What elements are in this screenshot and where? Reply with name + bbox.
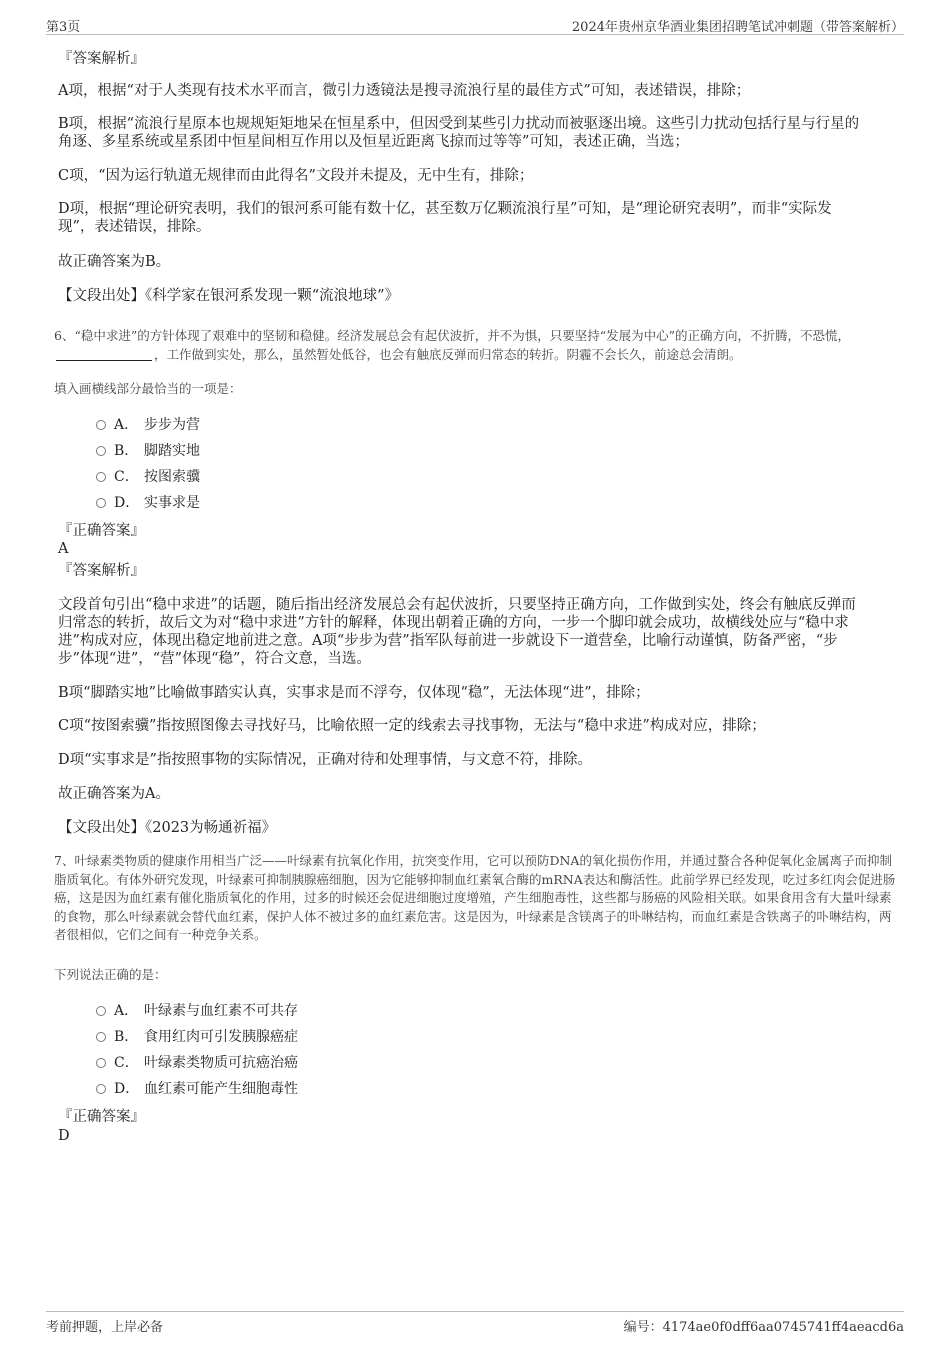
radio-icon[interactable] (96, 420, 106, 430)
radio-icon[interactable] (96, 472, 106, 482)
question-6-text-after: ，工作做到实处，那么，虽然暂处低谷，也会有触底反弹而归常态的转折。阴霾不会长久，前途总会清朗。 (154, 346, 742, 362)
analysis-option-c: C项，“因为运行轨道无规律而由此得名”文段并未提及，无中生有，排除； (58, 168, 534, 184)
question-7-option-b[interactable]: B． 食用红肉可引发胰腺癌症 (96, 1028, 298, 1046)
radio-icon[interactable] (96, 1006, 106, 1016)
analysis-option-b: B项，根据“流浪行星原本也规规矩矩地呆在恒星系中，但因受到某些引力扰动而被驱逐出境。这些引力扰动包括行星与行星的角逐、多星系统或星系团中恒星间相互作用以及恒星近距离飞掠而过等等”可知，表述正确，当选； (58, 116, 860, 150)
analysis-paragraph: 文段首句引出“稳中求进”的话题，随后指出经济发展总会有起伏波折，只要坚持正确方向，工作做到实处，终会有触底反弹而归常态的转折，故后文为对“稳中求进”方针的解释，体现出朝着正确的方向，一步一个脚印就会成功，故横线处应与“稳中求进”构成对应，体现出稳定地前进之意。A项“步步为营”指军队每前进一步就设下一道营垒，比喻行动谨慎，防备严密，“步步”体现“进”，“营”体现“稳”，符合文意，当选。 (58, 597, 856, 667)
question-7-option-d[interactable]: D． 血红素可能产生细胞毒性 (96, 1080, 298, 1098)
analysis-label: 『答案解析』 (58, 563, 145, 579)
source-citation: 【文段出处】《2023为畅通祈福》 (58, 820, 277, 836)
question-6-option-d[interactable]: D． 实事求是 (96, 494, 200, 512)
question-6-option-a[interactable]: A． 步步为营 (96, 416, 200, 434)
radio-icon[interactable] (96, 1084, 106, 1094)
correct-answer: D (58, 1128, 70, 1144)
question-7-text: 7、叶绿素类物质的健康作用相当广泛——叶绿素有抗氧化作用，抗突变作用，它可以预防DNA的氧化损伤作用，并通过螯合各种促氧化金属离子而抑制脂质氧化。有体外研究发现，叶绿素可抑制胰腺癌细胞，因为它能够抑制血红素氧合酶的mRNA表达和酶活性。此前学界已经发现，吃过多红肉会促进肠癌，这是因为血红素有催化脂质氧化的作用，过多的时候还会促进细胞过度增殖，产生细胞毒性，这些都与肠癌的风险相关联。如果食用含有大量叶绿素的食物，那么叶绿素就会替代血红素，保护人体不被过多的血红素危害。这是因为，叶绿素是含镁离子的卟啉结构，而血红素是含铁离子的卟啉结构，两者很相似，它们之间有一种竞争关系。 (54, 853, 896, 942)
question-7-option-a[interactable]: A． 叶绿素与血红素不可共存 (96, 1002, 298, 1020)
question-6-option-b[interactable]: B． 脚踏实地 (96, 442, 200, 460)
source-citation: 【文段出处】《科学家在银河系发现一颗“流浪地球”》 (58, 288, 400, 304)
question-7-option-c[interactable]: C． 叶绿素类物质可抗癌治癌 (96, 1054, 298, 1072)
analysis-option-d: D项“实事求是”指按照事物的实际情况，正确对待和处理事情，与文意不符，排除。 (58, 752, 592, 768)
radio-icon[interactable] (96, 446, 106, 456)
correct-answer-label: 『正确答案』 (58, 1109, 145, 1125)
analysis-option-c: C项“按图索骥”指按照图像去寻找好马，比喻依照一定的线索去寻找事物，无法与“稳中求进”构成对应，排除； (58, 718, 766, 734)
analysis-conclusion: 故正确答案为B。 (58, 254, 171, 270)
correct-answer-label: 『正确答案』 (58, 523, 145, 539)
document-id: 编号：4174ae0f0dff6aa0745741ff4aeacd6a (623, 1320, 904, 1335)
analysis-conclusion: 故正确答案为A。 (58, 786, 170, 802)
fill-blank-line (56, 348, 152, 361)
radio-icon[interactable] (96, 498, 106, 508)
question-6-option-c[interactable]: C． 按图索骥 (96, 468, 200, 486)
page-footer (46, 1311, 904, 1334)
correct-answer: A (58, 541, 69, 557)
analysis-option-d: D项，根据“理论研究表明，我们的银河系可能有数十亿，甚至数万亿颗流浪行星”可知，是“理论研究表明”，而非“实际发现”，表述错误，排除。 (58, 201, 832, 235)
question-7-prompt: 下列说法正确的是： (54, 967, 167, 982)
footer-slogan: 考前押题，上岸必备 (46, 1320, 164, 1335)
radio-icon[interactable] (96, 1058, 106, 1068)
document-title: 2024年贵州京华酒业集团招聘笔试冲刺题（带答案解析） (571, 20, 904, 35)
page-number: 第3页 (46, 20, 81, 35)
analysis-option-a: A项，根据“对于人类现有技术水平而言，微引力透镜法是搜寻流浪行星的最佳方式”可知，表述错误，排除； (58, 83, 751, 99)
analysis-label: 『答案解析』 (58, 51, 145, 67)
radio-icon[interactable] (96, 1032, 106, 1042)
question-6-prompt: 填入画横线部分最恰当的一项是： (54, 381, 242, 396)
question-6-text (54, 327, 896, 364)
analysis-option-b: B项“脚踏实地”比喻做事踏实认真，实事求是而不浮夸，仅体现“稳”，无法体现“进”，排除； (58, 685, 650, 701)
page-header (46, 14, 904, 35)
question-6-text-before: 6、“稳中求进”的方针体现了艰难中的坚韧和稳健。经济发展总会有起伏波折，并不为惧，只要坚持“发展为中心”的正确方向，不折腾，不恐慌， (54, 328, 851, 343)
